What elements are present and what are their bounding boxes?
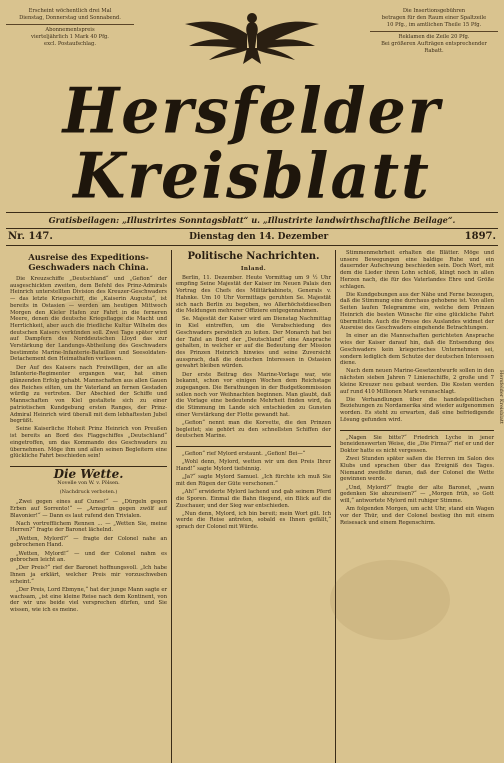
advertising-line: Reklamen die Zeile 20 Pfg. [398, 34, 470, 40]
advertising-line: 10 Pfg., im amtlichen Theile 15 Pfg. [386, 22, 482, 28]
section-label: Inland. [240, 266, 267, 272]
feuilleton-paragraph: „Ah!“ erwiderte Mylord lachend und gab seinem Pferd die Sporen. Einmal die Bahn fliegend, ein Blick auf die Zuschauer, und der Sieg war entschieden. [176, 489, 331, 509]
article-paragraph: Se. Majestät der Kaiser wird am Dienstag Nachmittag in Kiel eintreffen, um die Verabschiedung des Geschwaders persönlich zu leiten. Der Monarch hat bei der Tafel an Bord der „Deutschland“ eine Ansprache gehalten, in welcher er auf die Bedeutung der Mission des Prinzen Heinrich hinwies und seine Zuversicht aussprach, daß die deutschen Interessen in Ostasien gewahrt bleiben würden. [176, 316, 331, 370]
advertising-line: Bei größeren Aufträgen entsprechender [381, 41, 487, 47]
feuilleton-paragraph: „Der Preis, Lord Ebmyne,“ hat der junge Mann sagte er wachsam, „ist eine kleine Reise nach dem Kontinent, von der wir uns beide viel versprechen dürfen, und Sie wissen, wie ich es meine. [10, 587, 167, 614]
article-paragraph: Die Kreuzschiffe „Deutschland“ und „Gefion“ der ausgeschickten zweiten, dem Befehl des Prinz-Admirals Heinrich unterstellten Division des Kreuzer-Geschwaders — das letzte Kriegsschiff, die „Kaiserin Augusta“, ist bereits in Ostasien — werden am heutigen Mittwoch Morgen den Kieler Hafen zur Fahrt in die ferneren Meere, denen die deutsche Kriegsflagge die Macht und Herrlichkeit, aber auch die friedliche Kultur Wilhelm des deutschen Kaisers verkünden soll. Zwei Tage später wird auf Dampfern des Norddeutschen Lloyd das zur Verstärkung der Landungs-Abtheilung des Geschwaders bestimmte Marine-Infanterie-Bataillon und Seesoldaten-Detachement den Heimathafen verlassen. [10, 276, 167, 363]
feuilleton-paragraph: „Nun denn, Mylord, ich bin bereit; mein Wort gilt. Ich werde die Reise antreten, sobald es Ihnen gefällt,“ sprach der Colonel mit Würde. [176, 510, 331, 531]
feuilleton-byline: Novelle von W. v. Pölsen. [57, 479, 120, 486]
column-middle [172, 250, 336, 763]
article-paragraph: Nach dem neuen Marine-Gesetzentwurfe sollen in den nächsten sieben Jahren 7 Linienschiffe, 2 große und 7 kleine Kreuzer neu gebaut werden. Die Kosten werden auf rund 410 Millionen Mark veranschlagt. [340, 368, 494, 395]
feuilleton-paragraph: „Ja?“ sagte Mylord Samuel. „Ich fürchte ich muß Sie mit den Rügen der Güte verschonen.“ [176, 474, 331, 487]
subscription-line: vierteljährlich 1 Mark 40 Pfg. [31, 34, 109, 40]
article-paragraph: Der erste Beitrag des Marine-Vorlage war, wie bekannt, schon vor einigen Wochen dem Reichstage zugegangen. Die Berathungen in der Budgetkommission sollen noch vor Weihnachten beginnen. Man glaubt, daß die Vorlage eine bedeutende Mehrheit finden wird, da die Stimmung im Lande sich entschieden zu Gunsten einer Verstärkung der Flotte gewandt hat. [176, 371, 331, 418]
feuilleton-paragraph: „Wetten, Mylord!“ — und der Colonel nahm es gebrochen leicht an. [10, 550, 167, 564]
feuilleton-paragraph: „Wetten, Mylord?“ — fragte der Colonel nahe an gebrochenen Hand. [10, 535, 167, 549]
advertising-box [370, 4, 498, 55]
feuilleton-paragraph: „Gefion“ rief Mylord erstaunt. „Gefion! Bei—“ [182, 451, 306, 458]
feuilleton-paragraph: Zwei Stunden später saßen die Herren im Salon des Klubs und sprachen über das Ereigniß des Tages. Niemand zweifelte daran, daß der Colonel die Wette gewinnen werde. [340, 456, 494, 483]
subscription-line: excl. Postaufschlag. [44, 41, 96, 47]
feuilleton-paragraph: „Der Preis?“ rief der Baronet hoffnungsvoll. „Ich habe Ihnen ja erklärt, welcher Preis mir vorzuschweben scheint.“ [10, 565, 167, 585]
issue-bar [6, 229, 498, 246]
issue-date: Dienstag den 14. Dezember [189, 231, 329, 242]
column-right [336, 250, 498, 763]
article-headline: Ausreise des Expeditions-Geschwaders nach China. [28, 252, 149, 272]
feuilleton-paragraph: Am folgenden Morgen, um acht Uhr, stand ein Wagen vor der Thür, und der Colonel bestieg ihn mit einem Reisesack und einem Regenschirm. [340, 506, 494, 526]
eagle-emblem [172, 4, 332, 84]
subscription-line: Abonnementspreis [45, 27, 95, 33]
issue-number: Nr. 147. [8, 231, 53, 242]
article-paragraph: Der Auf des Kaisers nach Freiwilligen, der an alle Infanterie-Regimenter ergangen war, hat einen glänzenden Erfolg gehabt. Mannschaften aus allen Gauen des Reiches eilten, um ihr Vaterland an fernen Gestaden würdig zu vertreten. Der Abschied der Schiffe und Mannschaften von Kiel gestaltete sich zu einer patriotischen Kundgebung ersten Ranges, der Prinz-Admiral Heinrich wird überall mit dem lebhaftesten Jubel begrüßt. [10, 364, 167, 425]
reprint-notice: (Nachdruck verboten.) [59, 489, 118, 496]
article-paragraph: In einer an die Mannschaften gerichteten Ansprache wies der Kaiser darauf hin, daß die Entsendung des Geschwaders kein kriegerisches Unternehmen sei, sondern lediglich dem Schutze der deutschen Interessen diene. [340, 333, 494, 367]
article-paragraph: Die Verhandlungen über die handelspolitischen Beziehungen zu Nordamerika sind wieder aufgenommen worden. Es steht zu erwarten, daß eine befriedigende Lösung gefunden wird. [340, 396, 494, 423]
edge-imprint: Hersfelder Kreisblatt [498, 370, 504, 424]
masthead-title-block [6, 74, 498, 214]
article-paragraph: Stimmenmehrheit erhalten die Blätter. Möge und unsere Bewegungen eine baldige Ruhe und ein dauernder Aufschwung beschieden sein. Doch Wort, mit dem die Lieder ihren Lohn schloß, klingt noch in allen Herzen nach, die für des Vaterlandes Ehre und Größe schlagen. [340, 250, 494, 290]
subscription-line: Dienstag, Donnerstag und Sonnabend. [19, 15, 121, 21]
column-left [6, 250, 172, 763]
article-paragraph: Seine Kaiserliche Hoheit Prinz Heinrich von Preußen ist bereits an Bord des Flaggschiffes „Deutschland“ eingetroffen, um das Kommando des Geschwaders zu übernehmen. Möge ihm und allen seinen Begleitern eine glückliche Fahrt beschieden sein! [10, 426, 167, 460]
section-headline: Politische Nachrichten. [187, 251, 320, 262]
feuilleton-paragraph: „Wohl denn, Mylord, wetten wir um den Preis Ihrer Hand!“ sagte Mylord tiefsinnig. [176, 459, 331, 472]
feuilleton-paragraph: Nach vortrefflichem Rennen ... — „Wetten Sie, meine Herren?“ fragte der Baronet lächelnd. [10, 520, 167, 534]
advertising-line: Die Insertionsgebühren [402, 8, 466, 14]
newspaper-title: Hersfelder Kreisblatt [62, 74, 442, 214]
advertising-line: betragen für den Raum einer Spaltzeile [381, 15, 487, 21]
article-columns [6, 250, 498, 763]
subscription-box [6, 4, 134, 48]
subscription-line: Erscheint wöchentlich drei Mal [28, 8, 112, 14]
advertising-line: Rabatt. [424, 48, 444, 54]
eagle-icon [177, 4, 327, 74]
article-paragraph: Berlin, 11. Dezember. Heute Vormittag um 9 ½ Uhr empfing Seine Majestät der Kaiser im Neuen Palais den Vortrag des Chefs des Militärkabinets, Generals v. Hahnke. Um 10 Uhr Vormittags geruhten Se. Majestät sich nach Berlin zu begeben, wo Allerhöchstdieselben die Meldungen mehrerer Offiziere entgegennahmen. [176, 274, 331, 315]
article-paragraph: „Gefion“ nennt man die Korvette, die den Prinzen begleitet; sie gehört zu den schnellsten Schiffen der deutschen Marine. [176, 419, 331, 440]
issue-year: 1897. [464, 231, 496, 242]
supplements-line: Gratisbeilagen: „Illustrirtes Sonntagsblatt“ u. „Illustrirte landwirthschaftliche Beilage“. [6, 212, 498, 229]
article-paragraph: Die Kundgebungen aus der Nähe und Ferne bezeugen, daß die Stimmung eine durchaus gehobene ist. Von allen Seiten laufen Telegramme ein, welche dem Prinzen Heinrich die besten Wünsche für eine glückliche Fahrt übermitteln. Auch die Presse des Auslandes widmet der Ausreise des Geschwaders eingehende Betrachtungen. [340, 291, 494, 332]
feuilleton-paragraph: „Nagen Sie bitte?“ Friedrich Lyche in jener beneidenswerten Weise, die „Die Firma?“ rief er und der Doktor hatte es nicht vergessen. [340, 434, 494, 454]
feuilleton-paragraph: „Und, Mylord?“ fragte der alte Baronet, „wann gedenken Sie abzureisen?“ — „Morgen früh, so Gott will,“ antwortete Mylord mit ruhiger Stimme. [340, 484, 494, 504]
feuilleton-paragraph: „Zwei gegen eines auf Cunes!“ — „Dürgeln gegen Erben auf Sorrento!“ — „Arnsgrün gegen zwölf auf Blavonier!“ — Dann es laut rufend den Trivialen. [10, 499, 167, 519]
feuilleton-headline: Die Wette. [53, 466, 124, 481]
